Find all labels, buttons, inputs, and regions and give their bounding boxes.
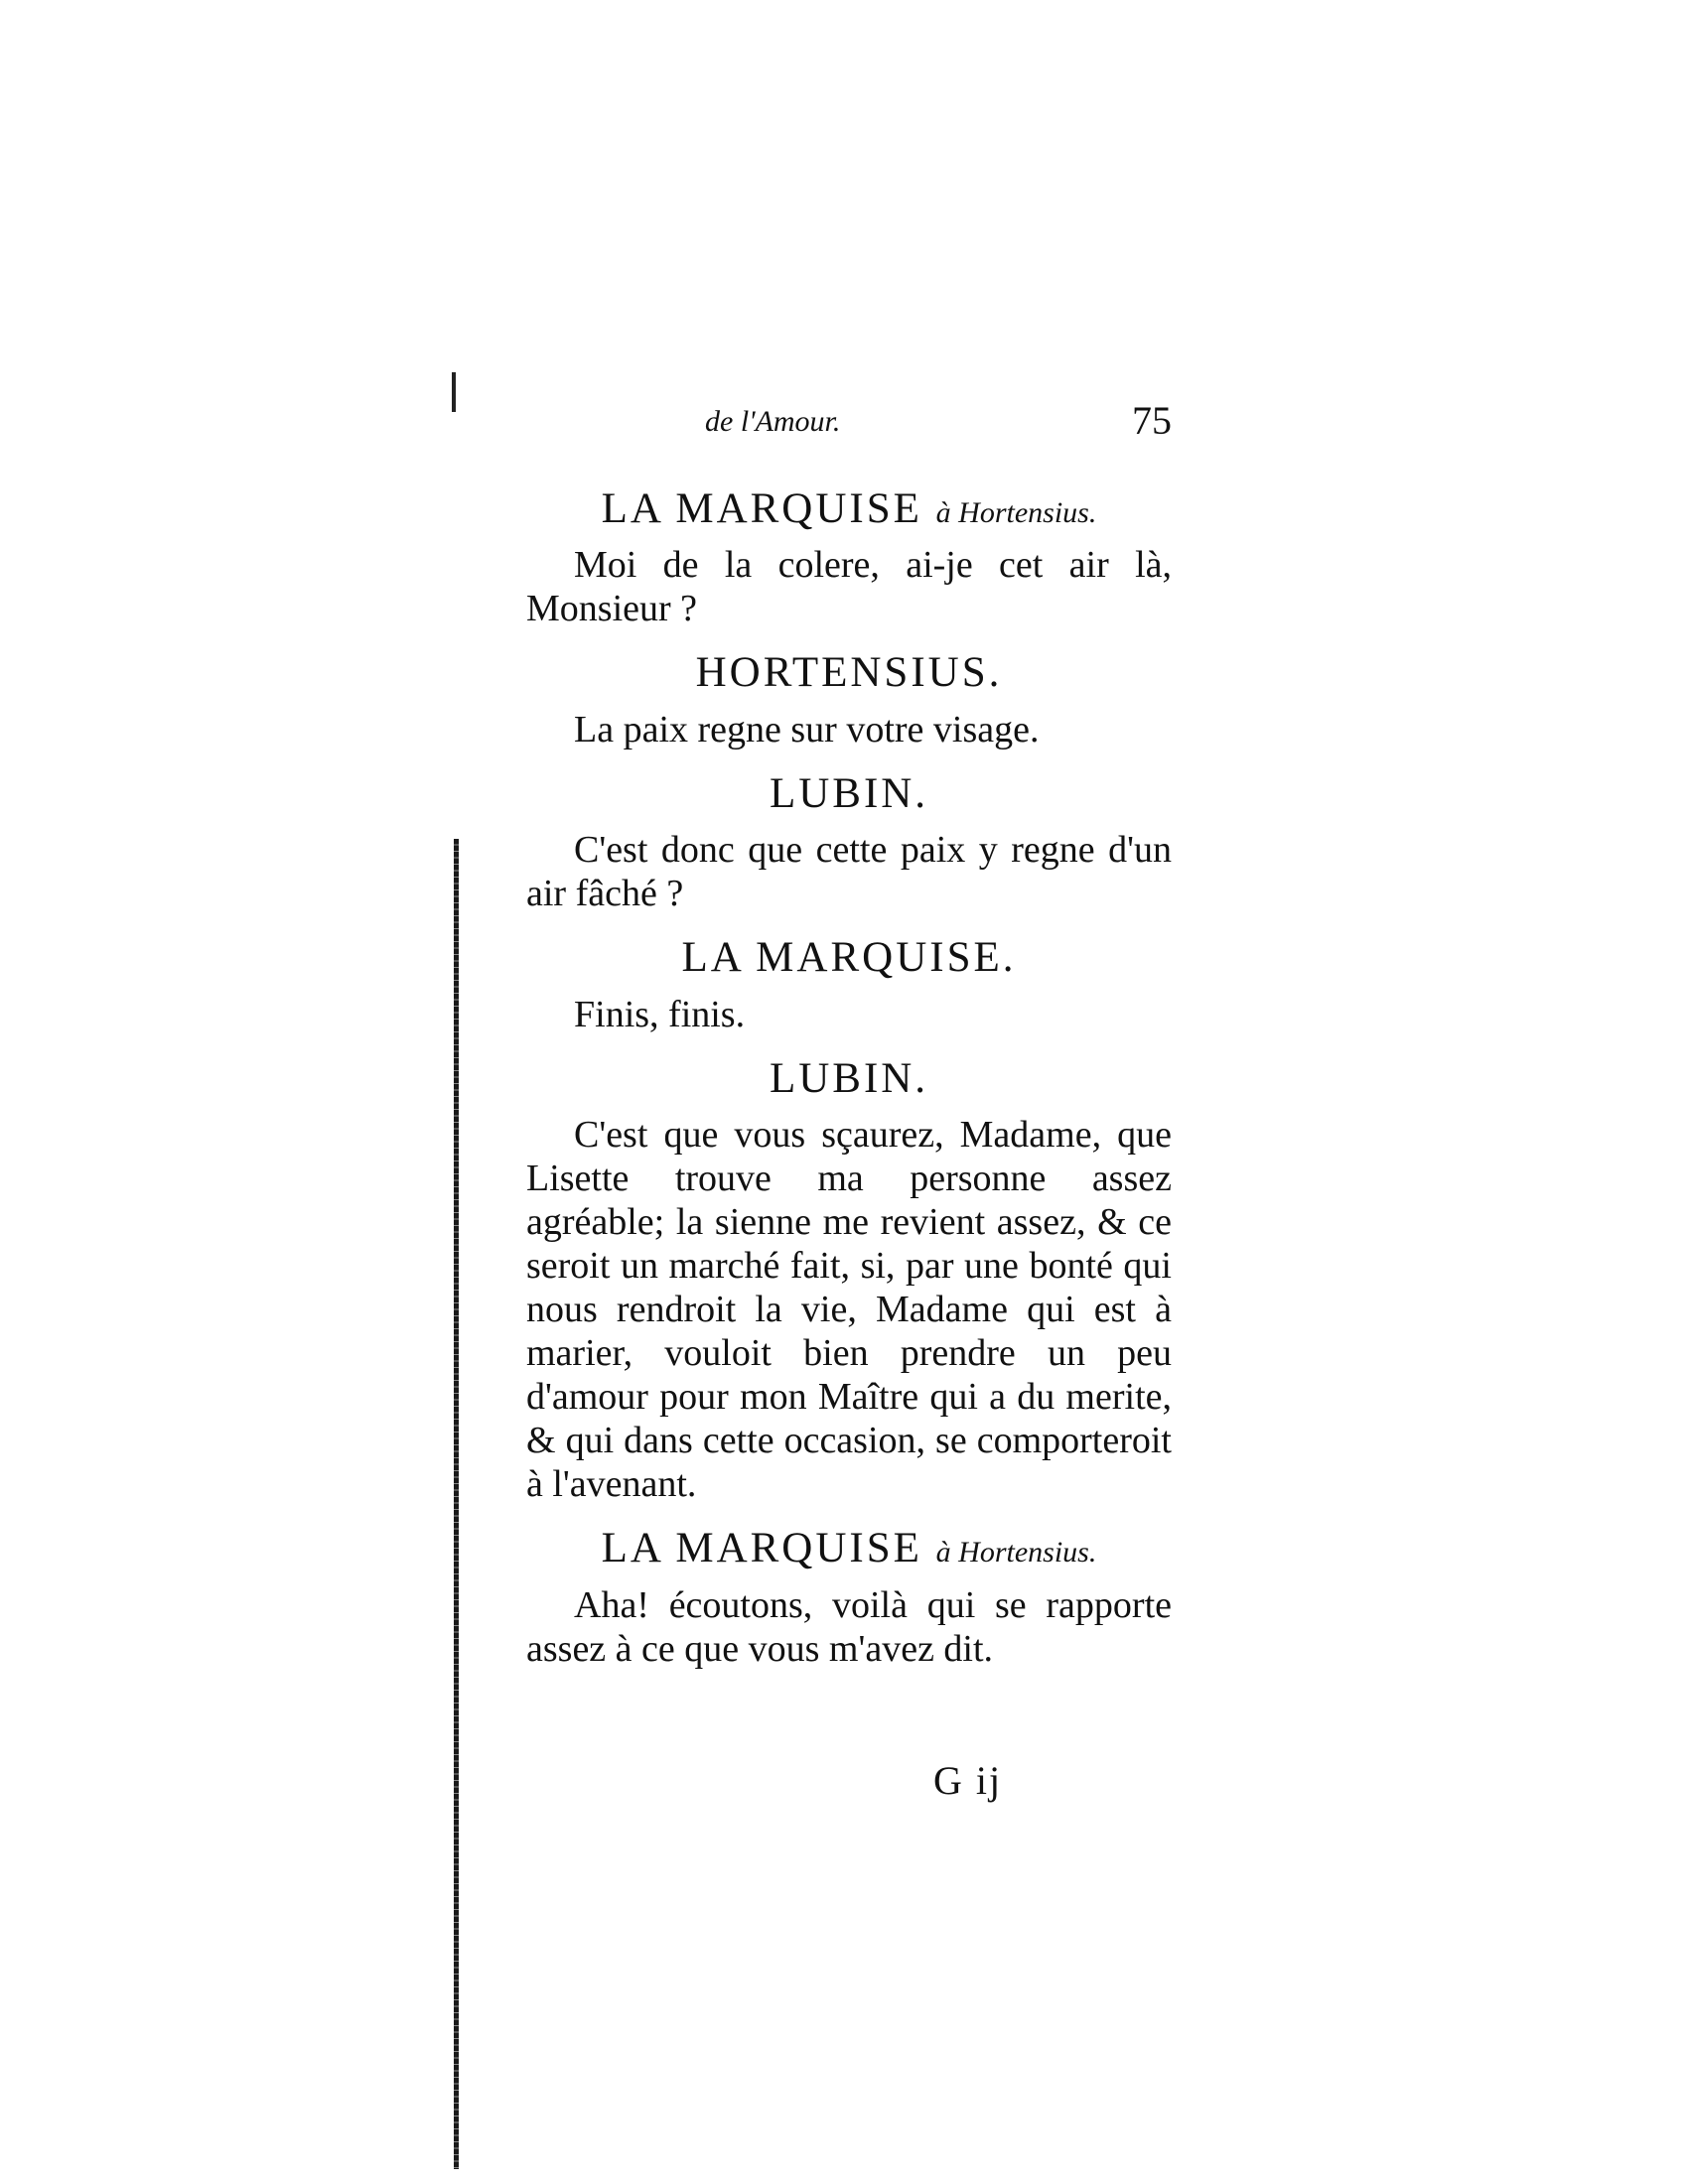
signature-mark: G ij xyxy=(933,1758,1003,1803)
speaker-heading xyxy=(526,1524,1172,1572)
dialogue-block xyxy=(526,1524,1172,1670)
dialogue-block xyxy=(526,1054,1172,1506)
speech-text: La paix regne sur votre visage. xyxy=(574,708,1040,751)
running-title: de l'Amour. xyxy=(705,405,841,438)
speaker-heading xyxy=(526,484,1172,533)
speaker-name: LA MARQUISE xyxy=(601,1525,922,1572)
stage-direction: à Hortensius. xyxy=(935,1536,1097,1570)
speaker-heading xyxy=(526,648,1172,697)
book-page xyxy=(526,387,1172,1803)
dialogue-block xyxy=(526,484,1172,630)
speaker-heading xyxy=(526,1054,1172,1103)
speech-text: C'est donc que cette paix y regne d'un air fâché ? xyxy=(526,829,1172,915)
page-number: 75 xyxy=(1132,398,1172,443)
dialogue-block xyxy=(526,648,1172,751)
running-head xyxy=(526,387,1172,467)
gutter-binding-edge xyxy=(452,372,474,1817)
speech-text: Moi de la colere, ai-je cet air là, Monsieur ? xyxy=(526,544,1172,630)
speaker-name: LA MARQUISE xyxy=(601,485,922,532)
speaker-heading xyxy=(526,933,1172,982)
speaker-name: LUBIN. xyxy=(769,1054,929,1102)
speaker-name: LUBIN. xyxy=(769,769,929,817)
binding-mark xyxy=(452,372,456,412)
dialogue-block xyxy=(526,933,1172,1035)
speech-text: Aha! écoutons, voilà qui se rapporte assez à ce que vous m'avez dit. xyxy=(526,1583,1172,1670)
speaker-heading xyxy=(526,769,1172,818)
dialogue-block xyxy=(526,769,1172,915)
speaker-name: HORTENSIUS. xyxy=(695,649,1003,697)
speaker-name: LA MARQUISE. xyxy=(681,934,1017,982)
speech-text: C'est que vous sçaurez, Madame, que Lisette trouve ma personne assez agréable; la sienne me revient assez, & ce seroit un marché fait, si, par une bonté qui nous rendroit la vie, Madame qui est à marier, vouloit bien prendre un peu d'amour pour mon Maître qui a du merite, & qui dans cette occasion, se comporteroit à l'avenant. xyxy=(526,1114,1172,1506)
speech-text: Finis, finis. xyxy=(574,993,746,1035)
binding-shadow xyxy=(454,839,459,2169)
stage-direction: à Hortensius. xyxy=(935,496,1097,529)
